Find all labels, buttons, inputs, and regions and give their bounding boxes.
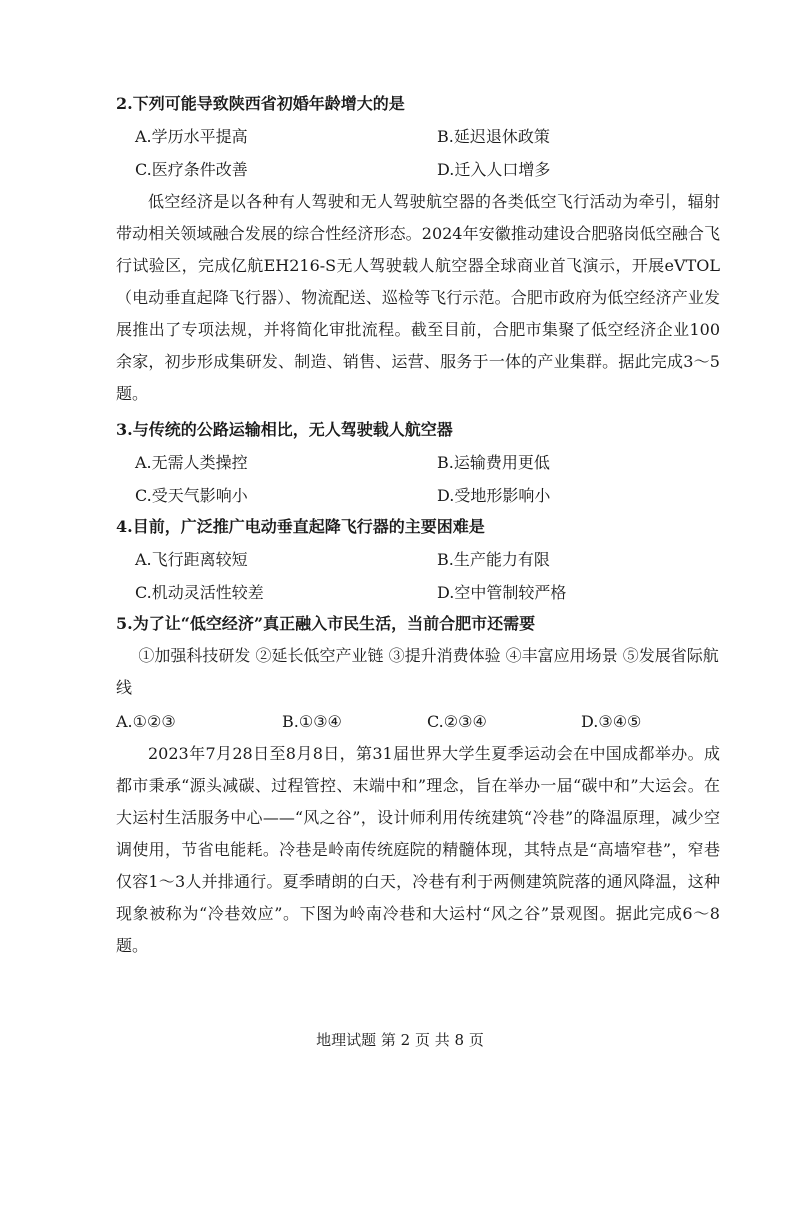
question-5-option-d: D.③④⑤ bbox=[581, 712, 642, 731]
question-4-option-c: C.机动灵活性较差 bbox=[135, 583, 264, 602]
question-4-option-d: D.空中管制较严格 bbox=[437, 583, 567, 602]
question-5-stem: 5.为了让“低空经济”真正融入市民生活，当前合肥市还需要 bbox=[116, 614, 536, 633]
question-4-option-a: A.飞行距离较短 bbox=[135, 550, 248, 569]
question-3-option-a: A.无需人类操控 bbox=[135, 453, 248, 472]
question-5-option-b: B.①③④ bbox=[282, 712, 342, 731]
passage-cold-alley-effect: 2023年7月28日至8月8日，第31届世界大学生夏季运动会在中国成都举办。成都市秉承“源头减碳、过程管控、末端中和”理念，旨在举办一届“碳中和”大运会。在大运村生活服务中心——“风之谷”，设计师利用传统建筑“冷巷”的降温原理，减少空调使用，节省电能耗。冷巷是岭南传统庭院的精髓体现，其特点是“高墙窄巷”，窄巷仅容1～3人并排通行。夏季晴朗的白天，冷巷有利于两侧建筑院落的通风降温，这种现象被称为“冷巷效应”。下图为岭南冷巷和大运村“风之谷”景观图。据此完成6～8题。 bbox=[116, 744, 720, 955]
question-2-option-c: C.医疗条件改善 bbox=[135, 160, 248, 179]
question-2-option-d: D.迁入人口增多 bbox=[437, 160, 551, 179]
question-3-option-d: D.受地形影响小 bbox=[437, 486, 551, 505]
question-2-option-a: A.学历水平提高 bbox=[135, 127, 248, 146]
question-5-statements: ①加强科技研发 ②延长低空产业链 ③提升消费体验 ④丰富应用场景 ⑤发展省际航线 bbox=[116, 646, 719, 697]
question-4-stem: 4.目前，广泛推广电动垂直起降飞行器的主要困难是 bbox=[116, 517, 485, 536]
question-3-option-b: B.运输费用更低 bbox=[437, 453, 550, 472]
question-5-option-c: C.②③④ bbox=[427, 712, 487, 731]
page-footer: 地理试题 第 2 页 共 8 页 bbox=[316, 1031, 484, 1049]
question-5-option-a: A.①②③ bbox=[116, 712, 176, 731]
passage-low-altitude-economy: 低空经济是以各种有人驾驶和无人驾驶航空器的各类低空飞行活动为牵引，辐射带动相关领域融合发展的综合性经济形态。2024年安徽推动建设合肥骆岗低空融合飞行试验区，完成亿航EH216-S无人驾驶载人航空器全球商业首飞演示，开展eVTOL（电动垂直起降飞行器）、物流配送、巡检等飞行示范。合肥市政府为低空经济产业发展推出了专项法规，并将简化审批流程。截至目前，合肥市集聚了低空经济企业100余家，初步形成集研发、制造、销售、运营、服务于一体的产业集群。据此完成3～5题。 bbox=[116, 192, 720, 403]
question-3-option-c: C.受天气影响小 bbox=[135, 486, 248, 505]
question-2-stem: 2.下列可能导致陕西省初婚年龄增大的是 bbox=[116, 94, 405, 113]
question-3-stem: 3.与传统的公路运输相比，无人驾驶载人航空器 bbox=[116, 420, 453, 439]
question-4-option-b: B.生产能力有限 bbox=[437, 550, 550, 569]
question-2-option-b: B.延迟退休政策 bbox=[437, 127, 550, 146]
